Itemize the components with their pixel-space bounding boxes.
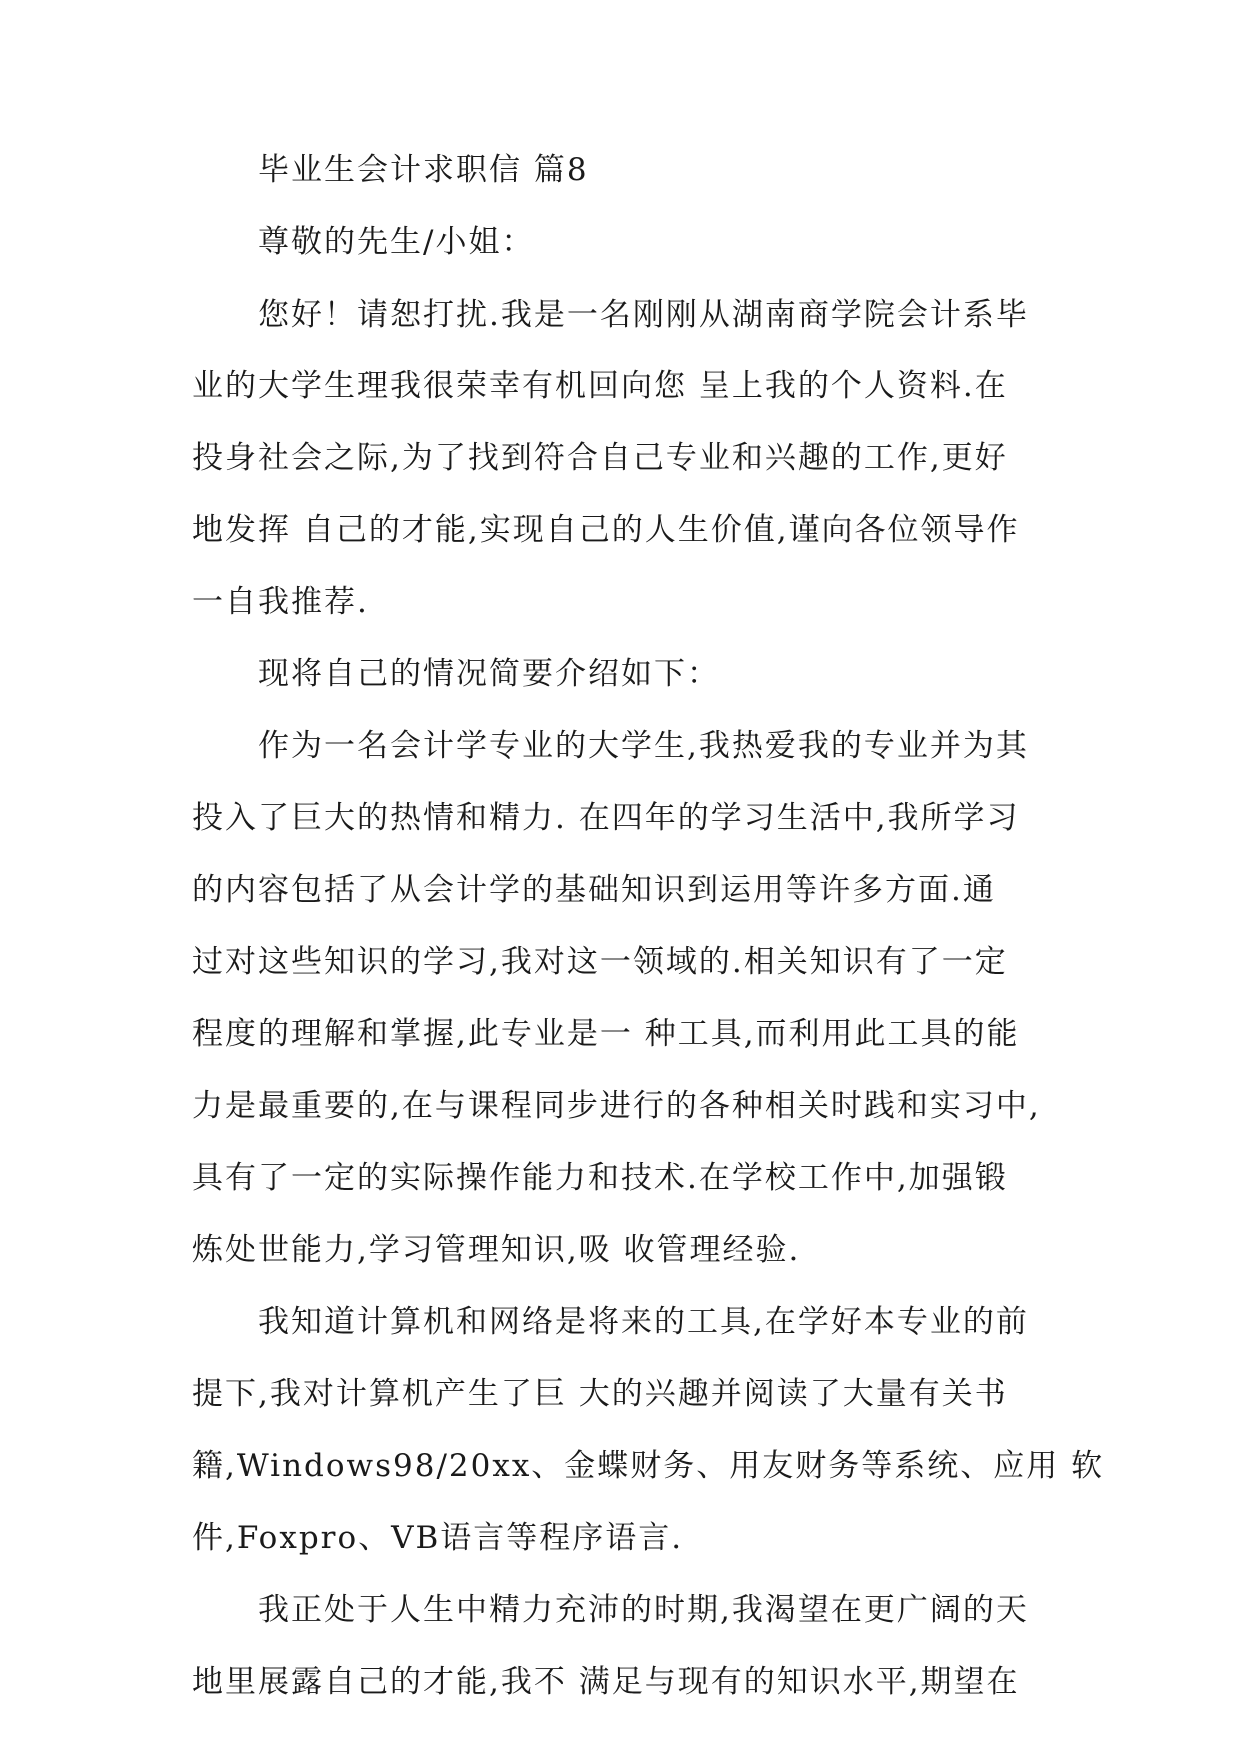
paragraph-line: 件,Foxpro、VB语言等程序语言. [192,1520,684,1556]
paragraph-line: 现将自己的情况简要介绍如下： [258,656,720,692]
paragraph-line: 力是最重要的,在与课程同步进行的各种相关时践和实习中, [192,1088,1041,1124]
paragraph-line: 业的大学生理我很荣幸有机回向您 呈上我的个人资料.在 [192,368,1008,404]
document-title: 毕业生会计求职信 篇8 [258,152,589,188]
paragraph-line: 一自我推荐. [192,584,369,620]
paragraph-line: 我正处于人生中精力充沛的时期,我渴望在更广阔的天 [258,1592,1029,1628]
paragraph-line: 的内容包括了从会计学的基础知识到运用等许多方面.通 [192,872,996,908]
paragraph-line: 炼处世能力,学习管理知识,吸 收管理经验. [192,1232,801,1268]
paragraph-line: 地里展露自己的才能,我不 满足与现有的知识水平,期望在 [192,1664,1020,1700]
paragraph-line: 程度的理解和掌握,此专业是一 种工具,而利用此工具的能 [192,1016,1020,1052]
paragraph-line: 过对这些知识的学习,我对这一领域的.相关知识有了一定 [192,944,1008,980]
paragraph-line: 投入了巨大的热情和精力. 在四年的学习生活中,我所学习 [192,800,1020,836]
paragraph-line: 地发挥 自己的才能,实现自己的人生价值,谨向各位领导作 [192,512,1020,548]
paragraph-line: 投身社会之际,为了找到符合自己专业和兴趣的工作,更好 [192,440,1008,476]
paragraph-line: 我知道计算机和网络是将来的工具,在学好本专业的前 [258,1304,1029,1340]
paragraph-line: 提下,我对计算机产生了巨 大的兴趣并阅读了大量有关书 [192,1376,1008,1412]
paragraph-line: 具有了一定的实际操作能力和技术.在学校工作中,加强锻 [192,1160,1008,1196]
paragraph-line: 作为一名会计学专业的大学生,我热爱我的专业并为其 [258,728,1029,764]
salutation: 尊敬的先生/小姐： [258,224,535,260]
paragraph-line: 籍,Windows98/20xx、金蝶财务、用友财务等系统、应用 软 [192,1448,1105,1484]
paragraph-line: 您好！请恕打扰.我是一名刚刚从湖南商学院会计系毕 [258,297,1029,333]
